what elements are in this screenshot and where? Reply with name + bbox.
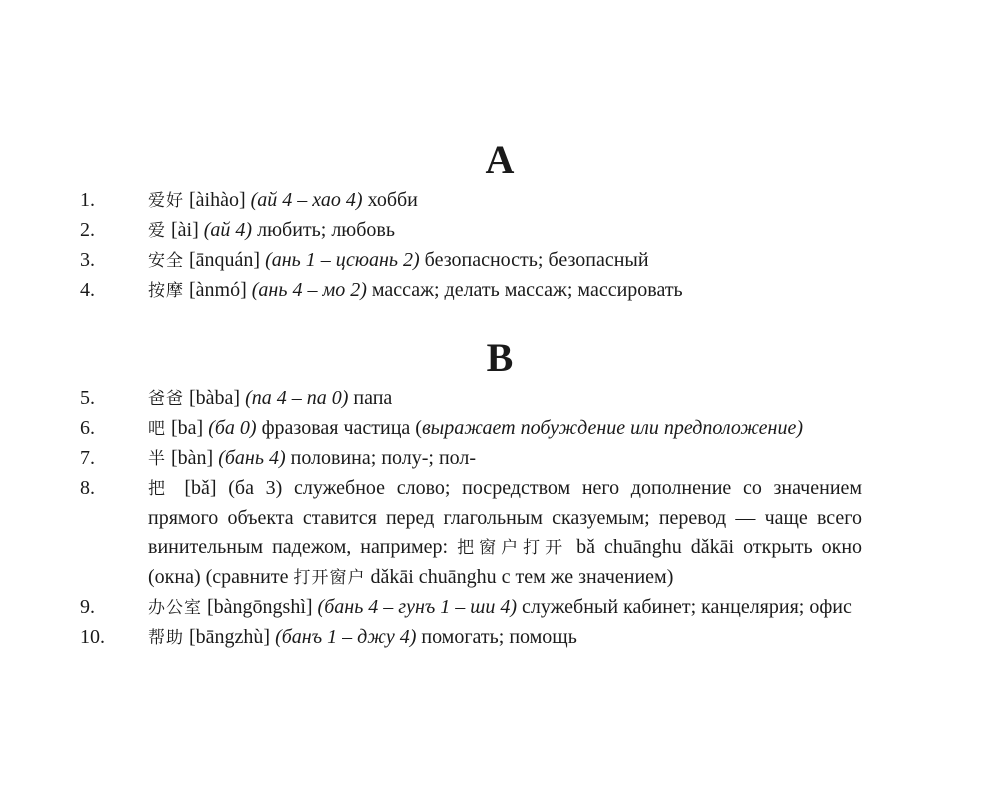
entry-meaning: половина; полу-; пол- (290, 447, 477, 469)
entry-transcription: (ба 3) (228, 477, 283, 499)
entry-pinyin: [bàn] (171, 447, 214, 469)
entry-note: выражает побуждение или предположение) (421, 417, 804, 439)
entry-hanzi: 办公室 (148, 598, 202, 618)
dictionary-entry-10 (0, 623, 862, 653)
dictionary-entry-9 (0, 593, 862, 623)
entry-meaning: безопасность; безопасный (424, 249, 649, 271)
entry-pinyin: [bāngzhù] (189, 626, 271, 648)
entry-hanzi: 安全 (148, 251, 184, 271)
dictionary-entry-3 (0, 246, 862, 276)
entry-number: 10. (80, 626, 105, 648)
dictionary-entry-4 (0, 276, 862, 306)
entry-number: 4. (80, 279, 95, 301)
entry-list-b (0, 384, 1000, 653)
dictionary-entry-6 (0, 414, 862, 444)
section-heading-a: A (485, 137, 515, 182)
example-hanzi: 把窗户打开 (457, 538, 568, 558)
dictionary-entry-1 (0, 186, 862, 216)
entry-number: 3. (80, 249, 95, 271)
entry-number: 8. (80, 477, 95, 499)
entry-number: 1. (80, 189, 95, 211)
entry-transcription: (бань 4) (218, 447, 286, 469)
entry-meaning: фразовая частица ( (261, 417, 422, 439)
entry-pinyin: [àihào] (189, 189, 246, 211)
compare-hanzi: 打开窗户 (293, 568, 366, 588)
entry-hanzi: 吧 (148, 419, 166, 439)
compare-meaning: с тем же значением) (501, 566, 674, 588)
entry-pinyin: [ànmó] (189, 279, 247, 301)
example-meaning: открыть окно (окна) (сравните (148, 536, 863, 588)
section-heading-b: B (486, 335, 514, 380)
entry-number: 5. (80, 387, 95, 409)
entry-list-a (0, 186, 1000, 306)
entry-pinyin: [bàngōngshì] (207, 596, 313, 618)
entry-pinyin: [bàba] (189, 387, 241, 409)
entry-meaning: хобби (367, 189, 418, 211)
dictionary-entry-2 (0, 216, 862, 246)
entry-hanzi: 帮助 (148, 628, 184, 648)
entry-hanzi: 半 (148, 449, 166, 469)
entry-number: 9. (80, 596, 95, 618)
entry-hanzi: 爸爸 (148, 389, 184, 409)
entry-hanzi: 按摩 (148, 281, 184, 301)
dictionary-entry-8 (0, 474, 862, 593)
entry-transcription: (па 4 – па 0) (245, 387, 349, 409)
entry-transcription: (ба 0) (208, 417, 257, 439)
entry-transcription: (ай 4) (203, 219, 253, 241)
entry-pinyin: [ài] (171, 219, 199, 241)
dictionary-entry-7 (0, 444, 862, 474)
example-pinyin: bǎ chuānghu dǎkāi (576, 536, 735, 558)
entry-pinyin: [bǎ] (184, 477, 217, 499)
entry-meaning: помогать; помощь (421, 626, 577, 648)
entry-transcription: (ань 4 – мо 2) (251, 279, 367, 301)
entry-pinyin: [ānquán] (189, 249, 261, 271)
entry-meaning: массаж; делать массаж; массировать (371, 279, 683, 301)
entry-pinyin: [ba] (171, 417, 204, 439)
entry-meaning: папа (353, 387, 393, 409)
entry-transcription: (ай 4 – хао 4) (250, 189, 363, 211)
entry-meaning: служебный кабинет; канцелярия; офис (522, 596, 852, 618)
entry-transcription: (ань 1 – цсюань 2) (265, 249, 420, 271)
entry-meaning: служебное слово; посредством него дополнение со значением прямого объекта ставится перед глагольным сказуемым; перевод — чаще всего винительным падежом, например: (148, 477, 863, 558)
dictionary-entry-5 (0, 384, 862, 414)
entry-meaning: любить; любовь (257, 219, 395, 241)
compare-pinyin: dǎkāi chuānghu (370, 566, 497, 588)
entry-number: 6. (80, 417, 95, 439)
entry-transcription: (бань 4 – гунъ 1 – ши 4) (317, 596, 518, 618)
entry-hanzi: 爱好 (148, 191, 184, 211)
entry-transcription: (банъ 1 – джу 4) (275, 626, 417, 648)
entry-number: 2. (80, 219, 95, 241)
entry-hanzi: 把 (148, 479, 173, 499)
entry-number: 7. (80, 447, 95, 469)
entry-hanzi: 爱 (148, 221, 166, 241)
